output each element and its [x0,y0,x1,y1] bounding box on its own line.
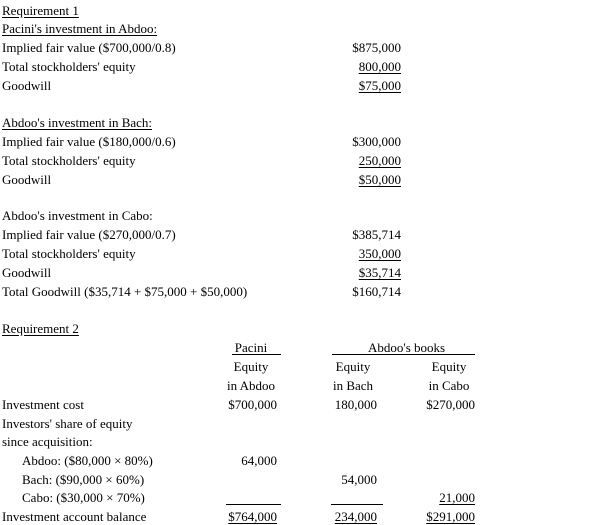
col-bach-header-line1: Equity [335,359,371,374]
col-abdoo-header-line2: in Abdoo [226,378,276,393]
cabo-fair-value-amount: $385,714 [352,227,401,242]
share-bach-label: Bach: ($90,000 × 60%) [22,472,145,487]
total-goodwill-label: Total Goodwill ($35,714 + $75,000 + $50,000) [2,284,248,299]
bach-goodwill-amount: $50,000 [358,172,401,187]
bach-equity-label: Total stockholders' equity [2,153,136,168]
share-abdoo-amount: 64,000 [241,453,277,468]
cabo-equity-amount: 350,000 [358,246,401,261]
share-cabo-label: Cabo: ($30,000 × 70%) [22,490,145,505]
requirement-1-heading: Requirement 1 [2,3,79,18]
pacini-header-rule [232,354,281,355]
subtotal-rule-abdoo [226,504,281,505]
investment-balance-cabo: $291,000 [426,509,475,524]
share-cabo-amount: 21,000 [439,490,475,505]
bach-equity-amount: 250,000 [358,153,401,168]
cabo-section-title: Abdoo's investment in Cabo: [2,208,153,223]
cabo-goodwill-amount: $35,714 [358,265,401,280]
bach-goodwill-label: Goodwill [2,172,52,187]
col-abdoo-header-line1: Equity [233,359,269,374]
investment-cost-bach: 180,000 [334,397,377,412]
share-of-equity-label-line1: Investors' share of equity [2,416,133,431]
bach-section-title: Abdoo's investment in Bach: [2,115,153,130]
abdoo-fair-value-label: Implied fair value ($700,000/0.8) [2,40,176,55]
cabo-equity-label: Total stockholders' equity [2,246,136,261]
investment-balance-abdoo: $764,000 [228,509,277,524]
investment-cost-abdoo: $700,000 [228,397,277,412]
investment-cost-cabo: $270,000 [426,397,475,412]
col-bach-header-line2: in Bach [332,378,374,393]
abdoo-equity-label: Total stockholders' equity [2,59,136,74]
abdoos-books-header: Abdoo's books [368,340,446,355]
bach-fair-value-amount: $300,000 [352,134,401,149]
col-cabo-header-line2: in Cabo [428,378,470,393]
abdoo-section-title: Pacini's investment in Abdoo: [2,21,158,36]
investment-cost-label: Investment cost [2,397,84,412]
abdoo-goodwill-amount: $75,000 [358,78,401,93]
requirement-2-heading: Requirement 2 [2,321,79,336]
bach-fair-value-label: Implied fair value ($180,000/0.6) [2,134,176,149]
cabo-fair-value-label: Implied fair value ($270,000/0.7) [2,227,176,242]
pacini-header: Pacini [234,340,268,355]
col-cabo-header-line1: Equity [431,359,467,374]
abdoos-books-header-rule [332,354,475,355]
abdoo-equity-amount: 800,000 [358,59,401,74]
investment-balance-label: Investment account balance [2,509,147,524]
cabo-goodwill-label: Goodwill [2,265,52,280]
abdoo-goodwill-label: Goodwill [2,78,52,93]
investment-balance-bach: 234,000 [334,509,377,524]
share-abdoo-label: Abdoo: ($80,000 × 80%) [22,453,153,468]
total-goodwill-amount: $160,714 [352,284,401,299]
share-bach-amount: 54,000 [341,472,377,487]
subtotal-rule-bach [331,504,383,505]
abdoo-fair-value-amount: $875,000 [352,40,401,55]
share-of-equity-label-line2: since acquisition: [2,434,93,449]
